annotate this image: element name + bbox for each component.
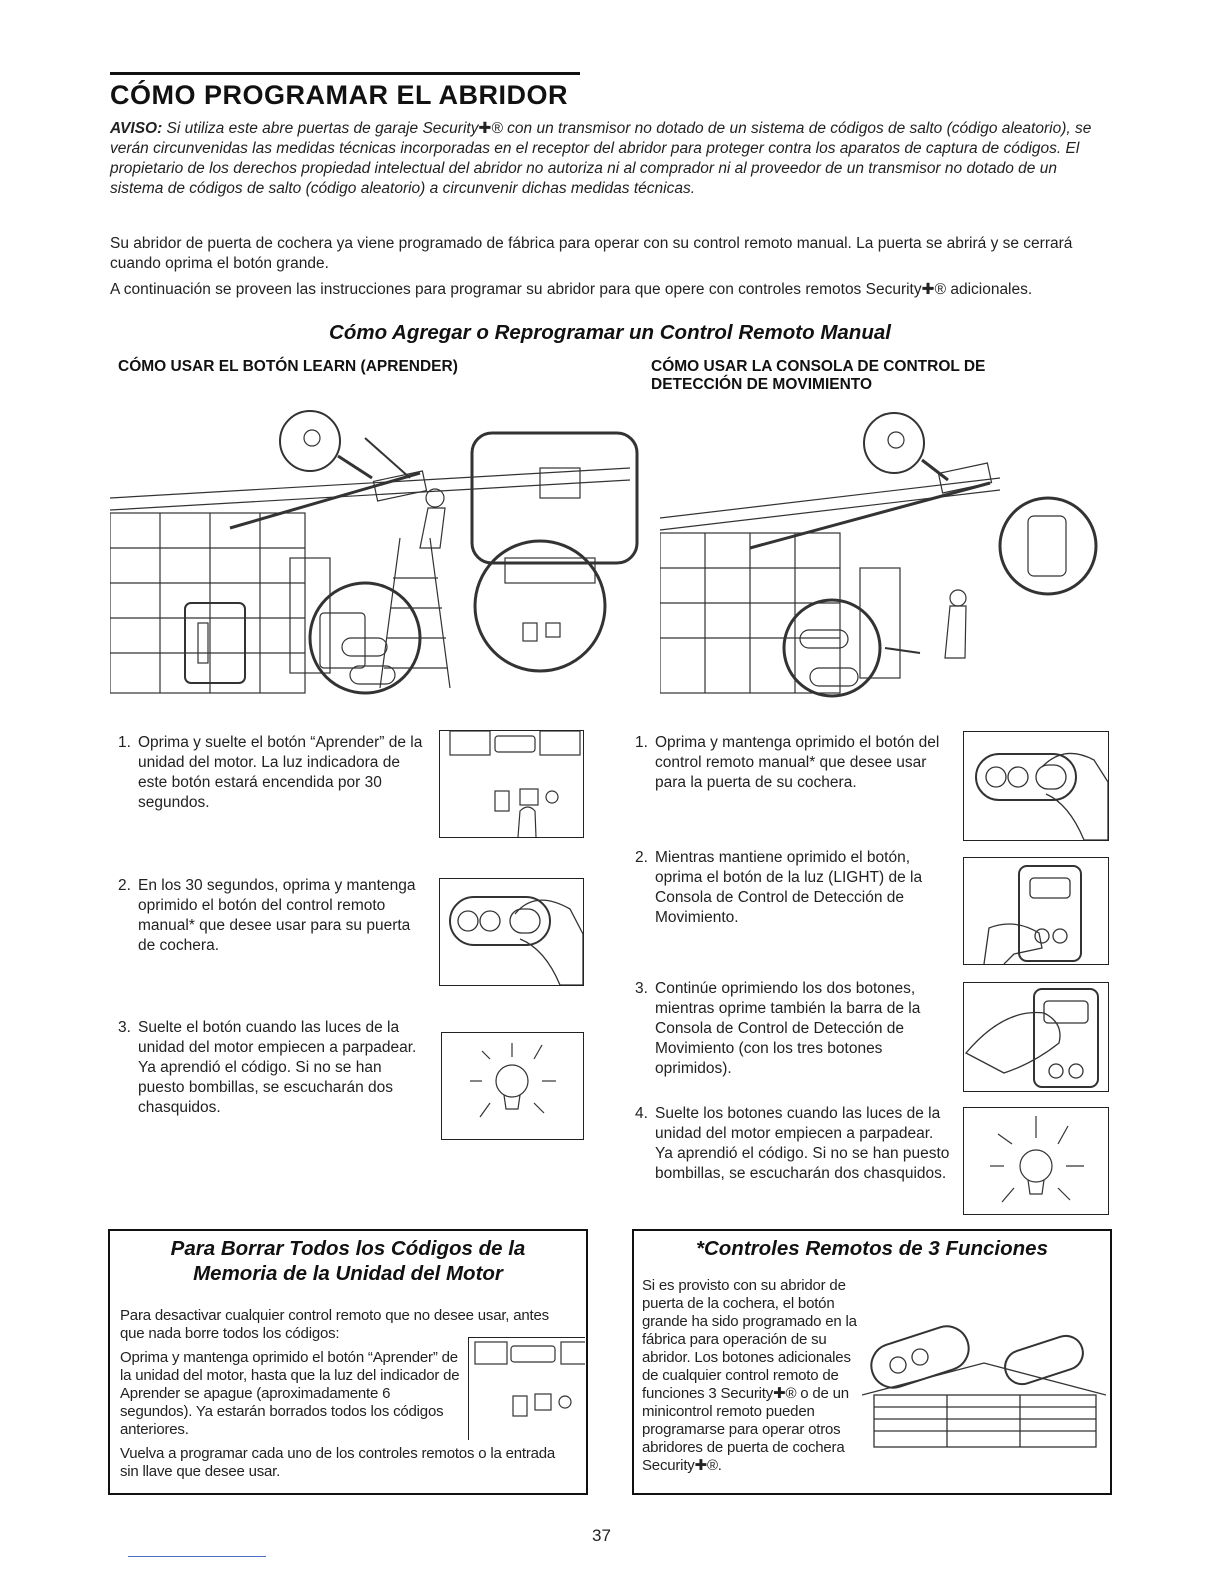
section-subtitle: Cómo Agregar o Reprogramar un Control Remoto Manual bbox=[329, 321, 891, 344]
light-bulb-figure bbox=[441, 1032, 584, 1140]
left-step-1: 1. Oprima y suelte el botón “Aprender” de la unidad del motor. La luz indicadora de este botón estará encendida por 30 segundos. bbox=[118, 734, 423, 811]
page-title: CÓMO PROGRAMAR EL ABRIDOR bbox=[110, 80, 568, 110]
notice-label: AVISO: bbox=[110, 120, 163, 137]
erase-learn-figure bbox=[468, 1337, 585, 1440]
intro-paragraph-1: Su abridor de puerta de cochera ya viene programado de fábrica para operar con su control remoto manual. La puerta se abrirá y se cerrará cuando oprima el botón grande. bbox=[110, 235, 1073, 272]
bar-press-figure bbox=[963, 982, 1109, 1092]
left-step-2: 2. En los 30 segundos, oprima y mantenga oprimido el botón del control remoto manual* que desee usar para su puerta de cochera. bbox=[118, 877, 416, 954]
footer-line bbox=[128, 1556, 266, 1557]
remote-press-figure bbox=[439, 878, 584, 986]
right-step-4: 4. Suelte los botones cuando las luces de la unidad del motor empiecen a parpadear. Ya aprendió el código. Si no se han puesto bombillas, se escucharán dos chasquidos. bbox=[635, 1105, 950, 1182]
erase-paragraph-2: Oprima y mantenga oprimido el botón “Aprender” de la unidad del motor, hasta que la luz del indicador de Aprender se apague (aproximadamente 6 segundos). Ya estarán borrados todos los códigos anteriores. bbox=[120, 1349, 460, 1438]
erase-paragraph-1: Para desactivar cualquier control remoto que no desee usar, antes que nada borre todos los códigos: bbox=[120, 1307, 549, 1342]
right-step-1: 1. Oprima y mantenga oprimido el botón del control remoto manual* que desee usar para la puerta de su cochera. bbox=[635, 734, 940, 791]
right-column-heading: CÓMO USAR LA CONSOLA DE CONTROL DE DETECCIÓN DE MOVIMIENTO bbox=[651, 358, 986, 393]
remotes-and-garage-figure bbox=[862, 1323, 1106, 1451]
title-rule bbox=[110, 72, 580, 75]
notice-text: Si utiliza este abre puertas de garaje Security✚® con un transmisor no dotado de un sistema de códigos de salto (código aleatorio), se verán circunvenidas las medidas técnicas incorporadas en el receptor del abridor para proteger contra los aparatos de captura de códigos. El propietario de los derechos propiedad intelectual del abridor no autoriza ni al comprador ni al proveedor de un transmisor no dotado de un sistema de códigos de salto (código aleatorio) a circunvenir dichas medidas técnicas. bbox=[110, 120, 1092, 197]
garage-illustration-motion-console bbox=[660, 398, 1110, 703]
erase-paragraph-3: Vuelva a programar cada uno de los controles remotos o la entrada sin llave que desee usar. bbox=[120, 1445, 556, 1480]
erase-codes-panel bbox=[108, 1229, 588, 1495]
learn-button-figure bbox=[439, 730, 584, 838]
three-function-remotes-panel bbox=[632, 1229, 1112, 1495]
garage-illustration-learn bbox=[110, 398, 640, 703]
remote-hold-figure bbox=[963, 731, 1109, 841]
page-number: 37 bbox=[592, 1526, 611, 1545]
erase-panel-title: Para Borrar Todos los Códigos de la Memoria de la Unidad del Motor bbox=[170, 1237, 526, 1285]
left-step-3: 3. Suelte el botón cuando las luces de la unidad del motor empiecen a parpadear. Ya aprendió el código. Si no se han puesto bombillas, se escucharán dos chasquidos. bbox=[118, 1019, 417, 1116]
light-button-figure bbox=[963, 857, 1109, 965]
left-column-heading: CÓMO USAR EL BOTÓN LEARN (APRENDER) bbox=[118, 358, 458, 375]
light-bulb-figure-2 bbox=[963, 1107, 1109, 1215]
intro-paragraph-2: A continuación se proveen las instrucciones para programar su abridor para que opere con controles remotos Security✚® adicionales. bbox=[110, 281, 1033, 298]
right-step-3: 3. Continúe oprimiendo los dos botones, mientras oprime también la barra de la Consola de Control de Detección de Movimiento (con los tres botones oprimidos). bbox=[635, 980, 921, 1077]
right-step-2: 2. Mientras mantiene oprimido el botón, oprima el botón de la luz (LIGHT) de la Consola de Control de Detección de Movimiento. bbox=[635, 849, 923, 926]
notice-paragraph bbox=[110, 119, 1110, 199]
three-function-paragraph: Si es provisto con su abridor de puerta de la cochera, el botón grande ha sido programado en la fábrica para operación de su abridor. Los botones adicionales de cualquier control remoto de funciones 3 Security✚® o de un minicontrol remoto pueden programarse para operar otros abridores de puerta de cochera Security✚®. bbox=[642, 1277, 857, 1474]
three-function-title: *Controles Remotos de 3 Funciones bbox=[696, 1237, 1048, 1260]
